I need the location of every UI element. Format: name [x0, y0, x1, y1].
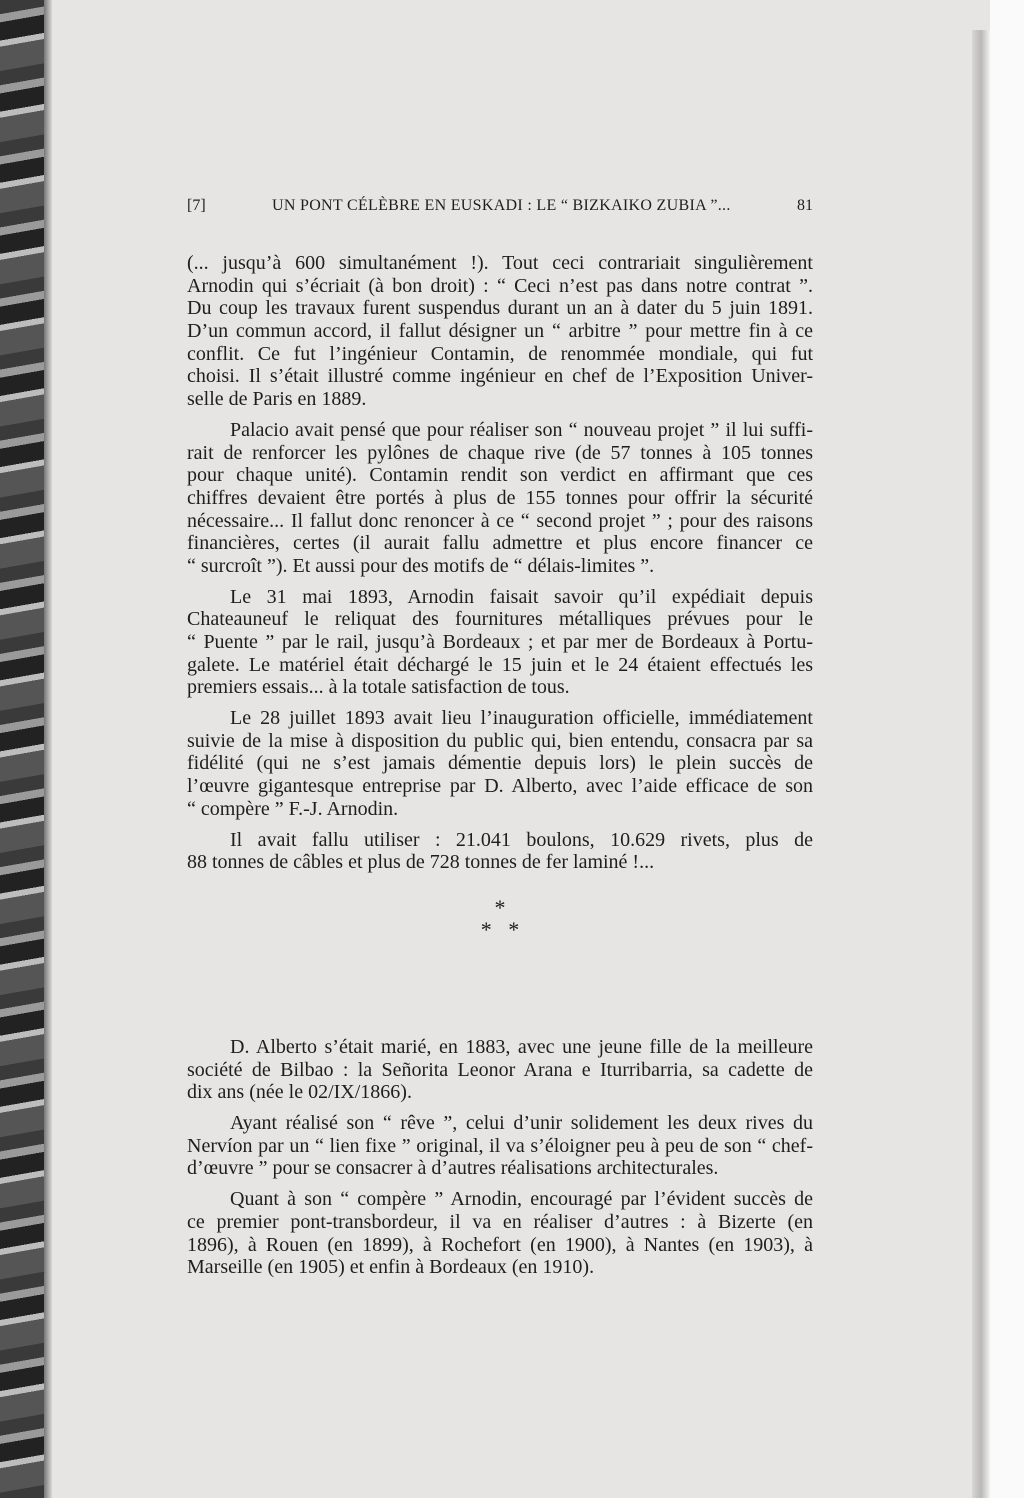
text-line: Le 28 juillet 1893 avait lieu l’inauguration officielle, immédiatement: [230, 707, 813, 730]
text-line: pour chaque unité). Contamin rendit son verdict en affirmant que ces: [187, 464, 813, 487]
text-line: Du coup les travaux furent suspendus durant un an à dater du 5 juin 1891.: [187, 297, 813, 320]
text-line: chiffres devaient être portés à plus de 155 tonnes pour offrir la sécurité: [187, 486, 813, 509]
text-line: d’œuvre ” pour se consacrer à d’autres réalisations architecturales.: [187, 1157, 719, 1180]
body-text-part-2: [187, 1036, 813, 1279]
paragraph: [187, 1188, 813, 1279]
separator-bottom-stars: * *: [480, 917, 520, 942]
text-line: nécessaire... Il fallut donc renoncer à ce “ second projet ” ; pour des raisons: [187, 509, 813, 532]
text-line: 1896), à Rouen (en 1899), à Rochefort (en 1900), à Nantes (en 1903), à: [187, 1233, 813, 1256]
body-text-part-1: [187, 252, 813, 874]
text-line: l’œuvre gigantesque entreprise par D. Alberto, avec l’aide efficace de son: [187, 775, 813, 798]
text-line: rait de renforcer les pylônes de chaque rive (de 57 tonnes à 105 tonnes: [187, 441, 813, 464]
text-line: Ayant réalisé son “ rêve ”, celui d’unir solidement les deux rives du: [230, 1112, 813, 1135]
running-title: UN PONT CÉLÈBRE EN EUSKADI : LE “ BIZKAIKO ZUBIA ”...: [271, 197, 731, 214]
page-edge: [972, 30, 990, 1498]
text-line: fidélité (qui ne s’est jamais démentie depuis lors) le plein succès de: [187, 752, 813, 775]
book-gutter: [44, 0, 52, 1498]
paragraph: [187, 586, 813, 699]
text-line: Arnodin qui s’écriait (à bon droit) : “ Ceci n’est pas dans notre contrat ”.: [187, 274, 813, 297]
text-line: Quant à son “ compère ” Arnodin, encouragé par l’évident succès de: [230, 1188, 813, 1211]
text-line: D’un commun accord, il fallut désigner un “ arbitre ” pour mettre fin à ce: [187, 320, 813, 343]
paragraph: [187, 252, 813, 411]
paragraph: [187, 829, 813, 874]
running-header: [187, 194, 813, 218]
text-line: 88 tonnes de câbles et plus de 728 tonnes de fer laminé !...: [187, 851, 655, 874]
text-line: financières, certes (il aurait fallu admettre et plus encore financer ce: [187, 532, 813, 555]
text-line: “ compère ” F.-J. Arnodin.: [187, 797, 399, 820]
text-line: Le 31 mai 1893, Arnodin faisait savoir qu’il expédiait depuis: [230, 585, 813, 608]
text-line: société de Bilbao : la Señorita Leonor Arana e Iturribarria, sa cadette de: [187, 1058, 813, 1081]
text-line: Nervíon par un “ lien fixe ” original, il va s’éloigner peu à peu de son “ chef-: [187, 1134, 813, 1157]
section-separator: [460, 897, 540, 941]
paragraph: [187, 419, 813, 578]
adjacent-page-photo: [0, 0, 44, 1498]
text-line: Il avait fallu utiliser : 21.041 boulons, 10.629 rivets, plus de: [230, 828, 813, 851]
text-line: ce premier pont-transbordeur, il va en réaliser d’autres : à Bizerte (en: [187, 1210, 813, 1233]
text-line: “ Puente ” par le rail, jusqu’à Bordeaux ; et par mer de Bordeaux à Portu-: [187, 631, 813, 653]
text-line: D. Alberto s’était marié, en 1883, avec une jeune fille de la meilleure: [230, 1036, 813, 1058]
text-line: choisi. Il s’était illustré comme ingénieur en chef de l’Exposition Univer-: [187, 365, 813, 388]
text-line: dix ans (née le 02/IX/1866).: [187, 1081, 412, 1104]
text-line: Chateauneuf le reliquat des fournitures métalliques prévues pour le: [187, 608, 813, 631]
text-line: Palacio avait pensé que pour réaliser son “ nouveau projet ” il lui suffi-: [230, 418, 813, 441]
text-line: (... jusqu’à 600 simultanément !). Tout ceci contrariait singulièrement: [187, 252, 813, 274]
page-number: 81: [797, 197, 813, 214]
text-line: conflit. Ce fut l’ingénieur Contamin, de renommée mondiale, qui fut: [187, 342, 813, 365]
paragraph: [187, 1036, 813, 1104]
text-line: premiers essais... à la totale satisfaction de tous.: [187, 676, 570, 699]
paragraph: [187, 707, 813, 820]
text-line: suivie de la mise à disposition du public qui, bien entendu, consacra par sa: [187, 729, 813, 752]
section-number: [7]: [187, 197, 206, 214]
text-line: Marseille (en 1905) et enfin à Bordeaux (en 1910).: [187, 1256, 595, 1279]
text-line: selle de Paris en 1889.: [187, 388, 367, 411]
scan-margin: [990, 0, 1024, 1498]
separator-top-star: *: [494, 895, 506, 920]
text-line: galete. Le matériel était déchargé le 15 juin et le 24 étaient effectués les: [187, 653, 813, 676]
text-line: “ surcroît ”). Et aussi pour des motifs de “ délais-limites ”.: [187, 554, 655, 577]
paragraph: [187, 1112, 813, 1180]
